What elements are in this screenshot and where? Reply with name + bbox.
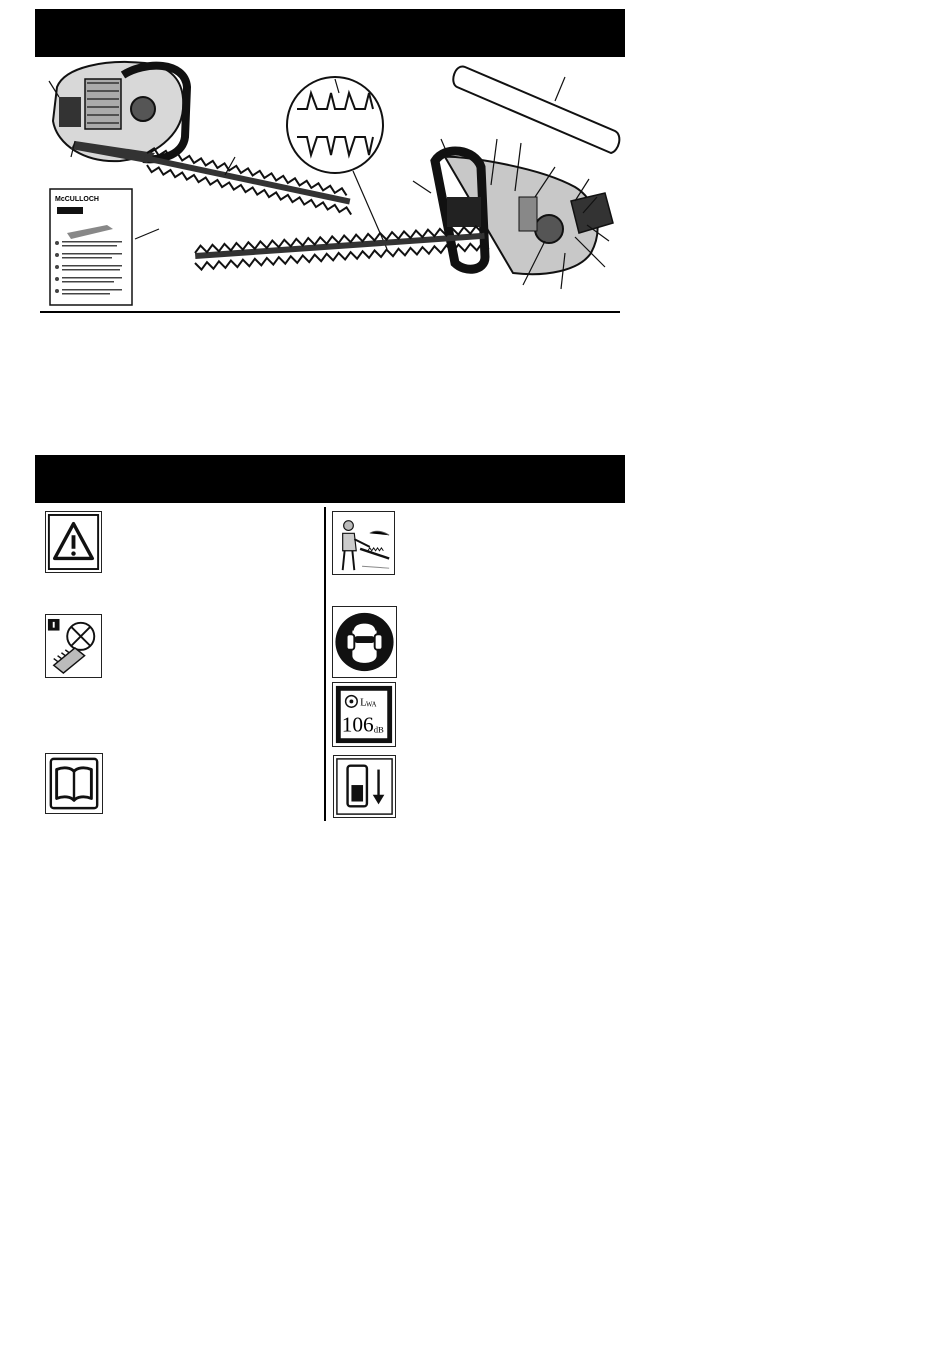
noise-level-label-icon [332,682,396,747]
figure-divider-rule [40,311,620,313]
wear-eye-ear-protection-icon [332,606,397,678]
noise-value-text: 106 [341,712,374,737]
noise-symbol-text: L [360,697,367,709]
read-manual-book-icon [45,753,103,814]
noise-subscript-text: WA [365,701,377,709]
product-components-illustration [35,57,625,315]
section-header-bar-1 [35,9,625,57]
noise-unit-text: dB [373,724,384,735]
hedge-trimmer-front-view [195,139,613,289]
warning-triangle-icon [45,511,102,573]
stop-switch-down-icon [333,755,396,818]
column-divider [324,507,326,821]
manual-brand-text: McCULLOCH [55,196,99,203]
instruction-manual-illustration [50,189,159,305]
no-unauthorized-modification-icon [45,614,102,678]
operator-two-hands-icon [332,511,395,575]
blade-guard-sheath [453,66,619,153]
blade-tooth-detail-circle [287,77,387,249]
section-header-bar-2 [35,455,625,503]
